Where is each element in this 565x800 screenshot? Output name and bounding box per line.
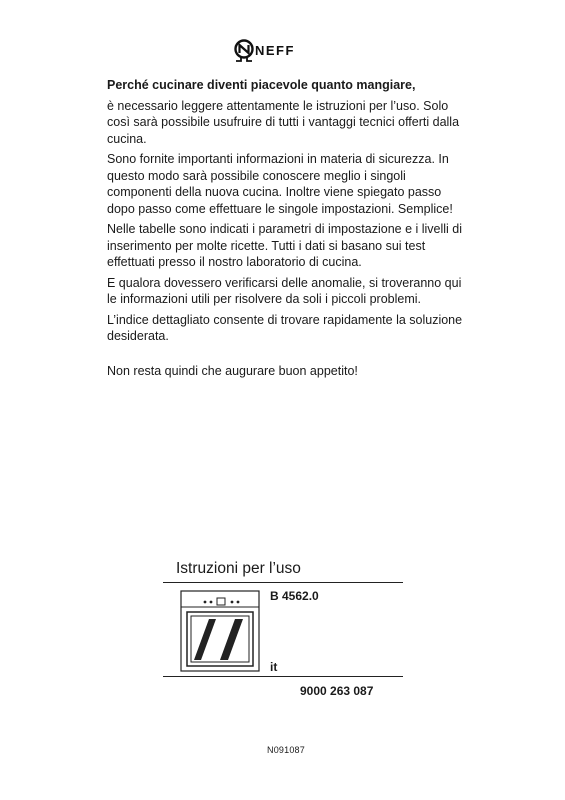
oven-icon: [180, 590, 260, 672]
model-number: B 4562.0: [270, 589, 319, 603]
intro-paragraph: Sono fornite importanti informazioni in materia di sicurezza. In questo modo sarà possibile conoscere meglio i singoli componenti della nuova cucina. Inoltre viene spiegato passo dopo passo come effettuare le singole impostazioni. Semplice!: [107, 152, 453, 216]
intro-heading: Perché cucinare diventi piacevole quanto mangiare,: [107, 78, 416, 92]
title-rule: [163, 582, 403, 583]
intro-text: [107, 77, 467, 383]
oven-illustration: [180, 590, 260, 677]
language-code: it: [270, 660, 278, 674]
document-reference: N091087: [267, 745, 305, 755]
intro-paragraph: E qualora dovessero verificarsi delle anomalie, si troveranno qui le informazioni utili per risolvere da soli i piccoli problemi.: [107, 275, 462, 306]
neff-emblem-icon: [233, 38, 255, 64]
intro-paragraph: Nelle tabelle sono indicati i parametri di impostazione e i livelli di inserimento per molte ricette. Tutti i dati si basano sui test effettuati presso il nostro laboratorio di cucina.: [107, 222, 463, 269]
brand-logo: [233, 38, 315, 64]
article-number: 9000 263 087: [300, 684, 374, 698]
manual-title: Istruzioni per l’uso: [176, 560, 301, 577]
bottom-rule: [163, 676, 403, 677]
brand-logo-text: NEFF: [255, 43, 295, 58]
intro-closing: Non resta quindi che augurare buon appetito!: [107, 363, 358, 378]
intro-paragraph: è necessario leggere attentamente le istruzioni per l’uso. Solo così sarà possibile usufruire di tutti i vantaggi tecnici offerti dalla cucina.: [107, 98, 460, 146]
intro-paragraph: L’indice dettagliato consente di trovare rapidamente la soluzione desiderata.: [107, 312, 463, 343]
